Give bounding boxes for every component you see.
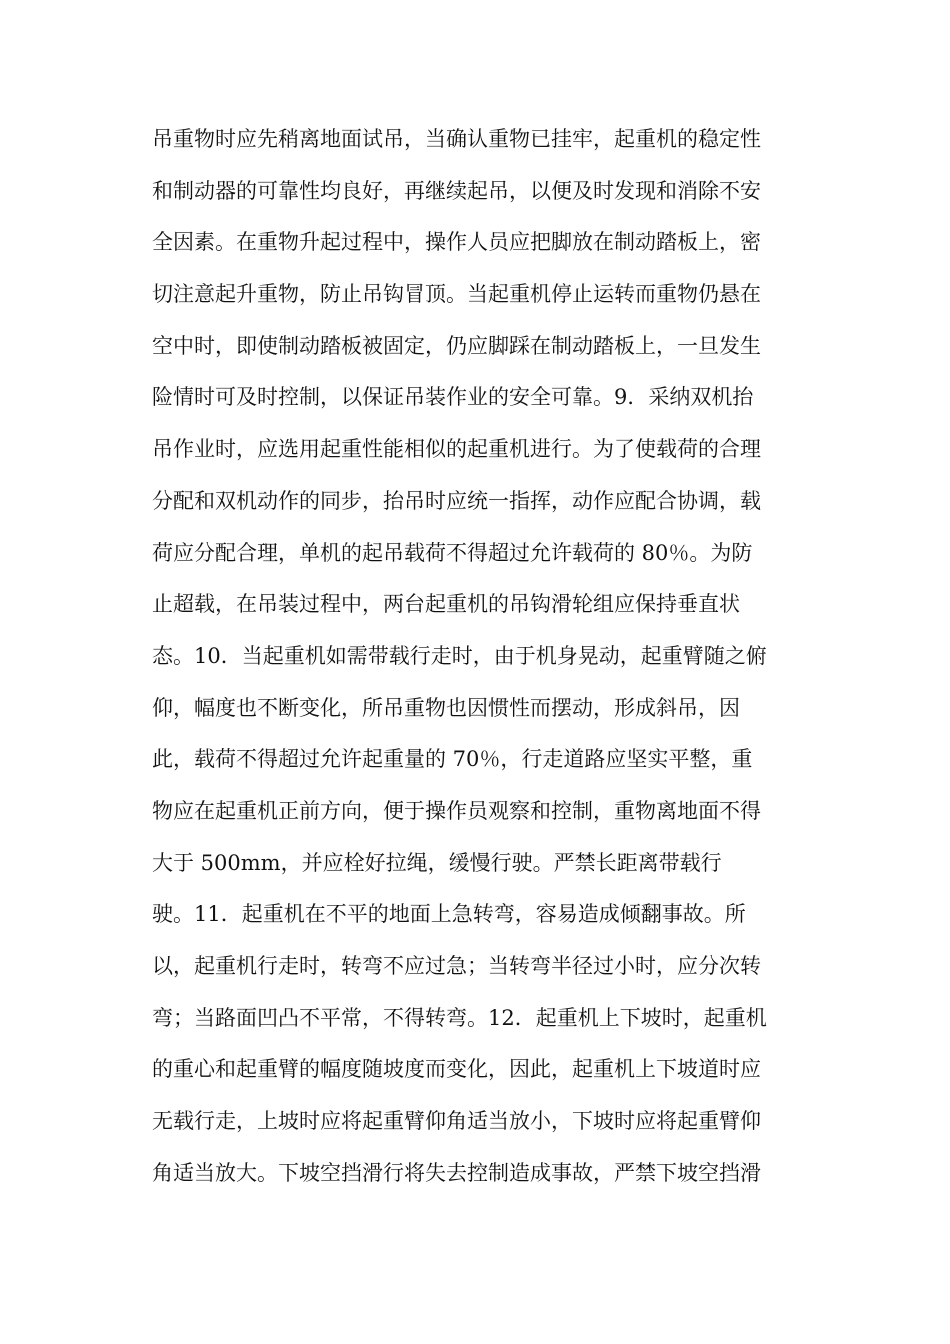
text-line: 以，起重机行走时，转弯不应过急；当转弯半径过小时，应分次转 (152, 954, 761, 978)
text-line: 驶。11．起重机在不平的地面上急转弯，容易造成倾翻事故。所 (152, 902, 746, 927)
text-line: 止超载，在吊装过程中，两台起重机的吊钩滑轮组应保持垂直状 (152, 592, 740, 617)
text-line: 无载行走，上坡时应将起重臂仰角适当放小，下坡时应将起重臂仰 (152, 1109, 761, 1134)
text-line: 角适当放大。下坡空挡滑行将失去控制造成事故，严禁下坡空挡滑 (152, 1160, 761, 1185)
body-text (152, 114, 812, 1199)
text-line: 荷应分配合理，单机的起吊载荷不得超过允许载荷的 80％。为防 (152, 540, 753, 565)
text-line: 和制动器的可靠性均良好，再继续起吊，以便及时发现和消除不安 (152, 178, 761, 203)
text-line: 吊作业时，应选用起重性能相似的起重机进行。为了使载荷的合理 (152, 437, 761, 462)
text-line: 险情时可及时控制，以保证吊装作业的安全可靠。9．采纳双机抬 (152, 385, 754, 410)
text-line: 空中时，即使制动踏板被固定，仍应脚踩在制动踏板上，一旦发生 (152, 333, 761, 358)
text-line: 仰，幅度也不断变化，所吊重物也因惯性而摆动，形成斜吊，因 (152, 695, 740, 720)
text-line: 此，载荷不得超过允许起重量的 70％，行走道路应坚实平整，重 (152, 747, 753, 772)
text-line: 物应在起重机正前方向，便于操作员观察和控制，重物离地面不得 (152, 798, 761, 823)
text-line: 全因素。在重物升起过程中，操作人员应把脚放在制动踏板上，密 (152, 230, 761, 255)
text-line: 的重心和起重臂的幅度随坡度而变化，因此，起重机上下坡道时应 (152, 1057, 761, 1082)
text-line: 分配和双机动作的同步，抬吊时应统一指挥，动作应配合协调，载 (152, 488, 761, 513)
text-line: 态。10．当起重机如需带载行走时，由于机身晃动，起重臂随之俯 (152, 643, 767, 668)
text-line: 弯；当路面凹凸不平常，不得转弯。12．起重机上下坡时，起重机 (152, 1005, 767, 1030)
text-line: 吊重物时应先稍离地面试吊，当确认重物已挂牢，起重机的稳定性 (152, 127, 761, 151)
text-line: 大于 500mm，并应栓好拉绳，缓慢行驶。严禁长距离带载行 (152, 850, 722, 875)
text-line: 切注意起升重物，防止吊钩冒顶。当起重机停止运转而重物仍悬在 (152, 282, 761, 307)
